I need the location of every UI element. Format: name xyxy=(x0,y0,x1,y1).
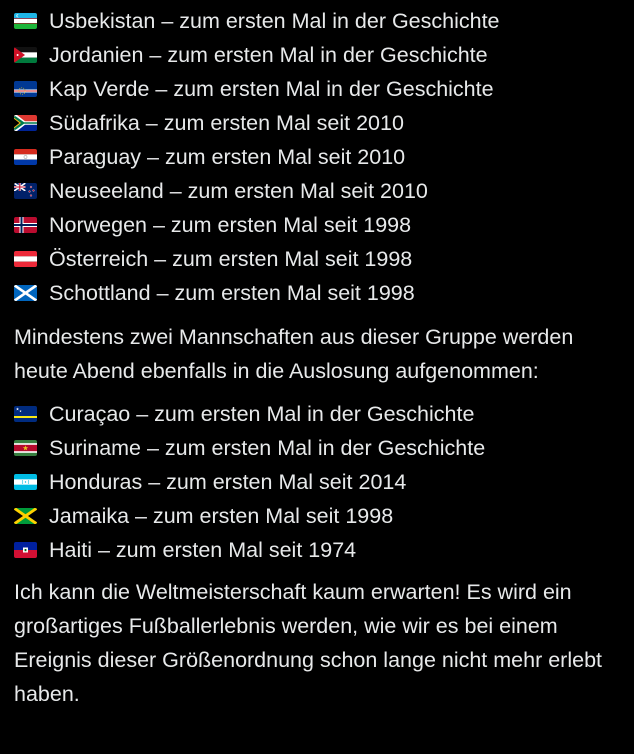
list-item xyxy=(14,397,622,431)
list-item-text: Kap Verde – zum ersten Mal in der Geschichte xyxy=(49,76,494,101)
list-item xyxy=(14,533,622,567)
list-item-text: Neuseeland – zum ersten Mal seit 2010 xyxy=(49,178,428,203)
cape-verde-flag-icon xyxy=(14,81,37,97)
south-africa-flag-icon xyxy=(14,115,37,131)
haiti-flag-icon xyxy=(14,542,37,558)
suriname-flag-icon xyxy=(14,440,37,456)
list-item xyxy=(14,174,622,208)
austria-flag-icon xyxy=(14,251,37,267)
list-item xyxy=(14,431,622,465)
list-item xyxy=(14,4,622,38)
list-item-text: Honduras – zum ersten Mal seit 2014 xyxy=(49,469,407,494)
curacao-flag-icon xyxy=(14,406,37,422)
paraguay-flag-icon xyxy=(14,149,37,165)
list-item-text: Schottland – zum ersten Mal seit 1998 xyxy=(49,280,415,305)
list-item-text: Suriname – zum ersten Mal in der Geschichte xyxy=(49,435,486,460)
jamaica-flag-icon xyxy=(14,508,37,524)
jordan-flag-icon xyxy=(14,47,37,63)
list-item-text: Südafrika – zum ersten Mal seit 2010 xyxy=(49,110,404,135)
post-body xyxy=(0,4,634,754)
list-item xyxy=(14,140,622,174)
list-item xyxy=(14,465,622,499)
list-item xyxy=(14,499,622,533)
list-item-text: Norwegen – zum ersten Mal seit 1998 xyxy=(49,212,412,237)
list-item xyxy=(14,276,622,310)
paragraph-closing: Ich kann die Weltmeisterschaft kaum erwarten! Es wird ein großartiges Fußballerlebnis werden, wie wir es bei einem Ereignis dieser Größenordnung schon lange nicht mehr erlebt haben. xyxy=(14,580,602,706)
list-item-text: Paraguay – zum ersten Mal seit 2010 xyxy=(49,144,406,169)
scotland-flag-icon xyxy=(14,285,37,301)
list-item-text: Haiti – zum ersten Mal seit 1974 xyxy=(49,537,357,562)
list-item-text: Jamaika – zum ersten Mal seit 1998 xyxy=(49,503,394,528)
uzbekistan-flag-icon xyxy=(14,13,37,29)
list-item xyxy=(14,106,622,140)
list-item xyxy=(14,72,622,106)
qualified-teams-list xyxy=(14,4,622,310)
norway-flag-icon xyxy=(14,217,37,233)
new-zealand-flag-icon xyxy=(14,183,37,199)
honduras-flag-icon xyxy=(14,474,37,490)
group-teams-list xyxy=(14,397,622,567)
list-item xyxy=(14,242,622,276)
list-item-text: Österreich – zum ersten Mal seit 1998 xyxy=(49,246,413,271)
list-item xyxy=(14,208,622,242)
list-item-text: Usbekistan – zum ersten Mal in der Geschichte xyxy=(49,8,500,33)
list-item-text: Curaçao – zum ersten Mal in der Geschichte xyxy=(49,401,475,426)
list-item xyxy=(14,38,622,72)
list-item-text: Jordanien – zum ersten Mal in der Geschichte xyxy=(49,42,488,67)
paragraph-group-intro: Mindestens zwei Mannschaften aus dieser Gruppe werden heute Abend ebenfalls in die Auslosung aufgenommen: xyxy=(14,325,574,383)
